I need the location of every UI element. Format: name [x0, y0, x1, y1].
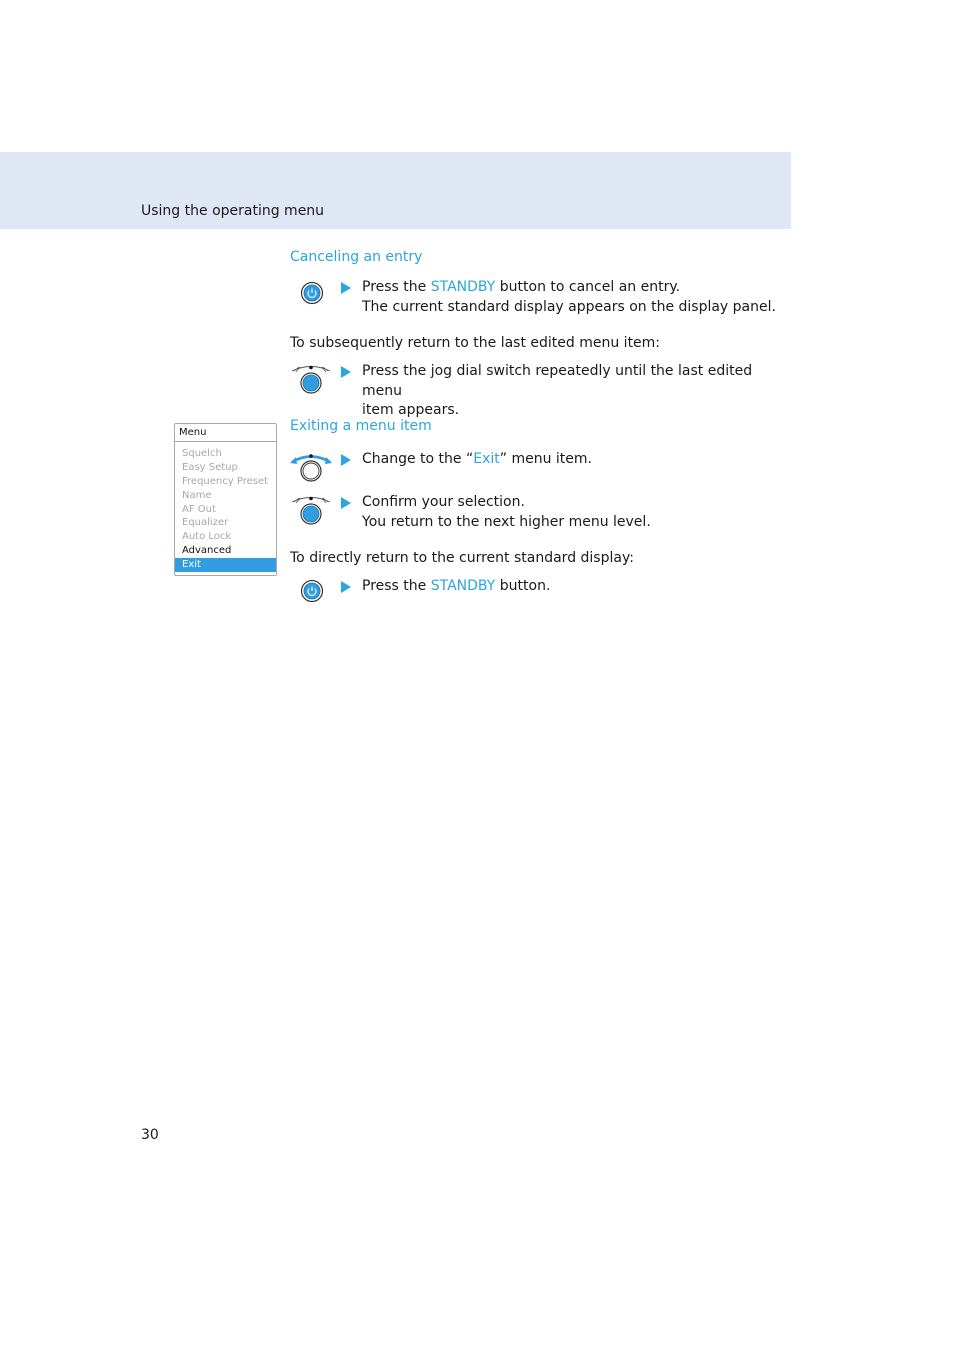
menu-item-easy-setup: Easy Setup [182, 461, 238, 473]
standby-keyword: STANDBY [430, 578, 496, 594]
step-arrow-icon [341, 366, 351, 378]
standby-button-icon [290, 278, 332, 314]
jog-dial-press-icon [290, 493, 332, 529]
step-change-to-exit [290, 450, 792, 494]
menu-item-af-out: AF Out [182, 503, 216, 515]
menu-item-advanced: Advanced [182, 545, 232, 557]
jog-dial-press-icon [290, 362, 332, 398]
menu-item-frequency-preset: Frequency Preset [182, 475, 269, 487]
menu-title: Menu [175, 424, 276, 442]
jog-dial-turn-icon [290, 450, 332, 486]
standby-button-icon [290, 577, 332, 613]
step-press-standby [290, 577, 792, 621]
menu-item-name: Name [182, 489, 212, 501]
page-header-title: Using the operating menu [141, 203, 325, 219]
step-arrow-icon [341, 497, 351, 509]
menu-item-squelch: Squelch [182, 448, 222, 459]
step-text: Press the jog dial switch repeatedly until the last edited menu item appears. [362, 363, 753, 418]
step-confirm-selection [290, 493, 792, 537]
step-arrow-icon [341, 454, 351, 466]
step-arrow-icon [341, 581, 351, 593]
step-text: Press the STANDBY button. [362, 578, 551, 594]
heading-canceling-entry: Canceling an entry [290, 249, 423, 265]
step-text: Change to the “Exit” menu item. [362, 451, 592, 467]
standby-keyword: STANDBY [430, 279, 496, 295]
menu-list [175, 447, 276, 572]
menu-display-panel [174, 423, 277, 576]
intro-return-last-item: To subsequently return to the last edited menu item: [290, 335, 661, 351]
heading-exiting-menu-item: Exiting a menu item [290, 418, 432, 434]
step-arrow-icon [341, 282, 351, 294]
menu-item-equalizer: Equalizer [182, 517, 229, 529]
exit-keyword: Exit [473, 451, 500, 467]
menu-item-auto-lock: Auto Lock [182, 531, 232, 543]
page-number: 30 [141, 1127, 159, 1143]
menu-item-exit: Exit [175, 558, 276, 572]
intro-return-standard-display: To directly return to the current standard display: [290, 550, 634, 566]
step-press-standby-cancel [290, 278, 792, 322]
step-text: Press the STANDBY button to cancel an entry. The current standard display appears on the display panel. [362, 279, 776, 315]
step-press-jog-dial-repeatedly [290, 362, 792, 418]
header-band [0, 152, 791, 229]
step-text: Confirm your selection. You return to the next higher menu level. [362, 494, 651, 530]
